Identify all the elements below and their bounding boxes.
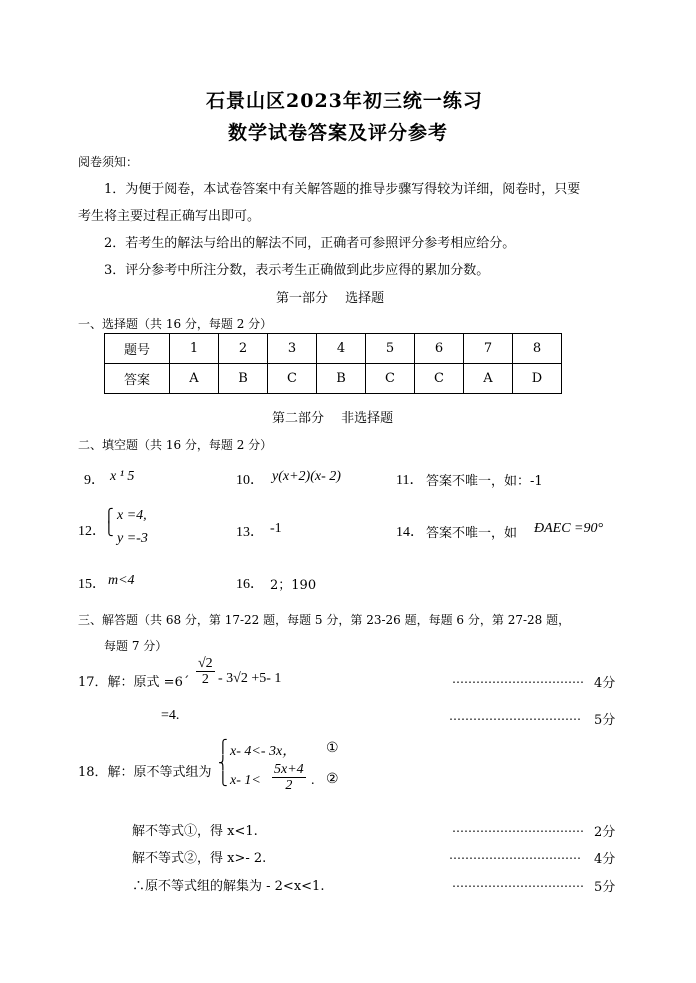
table-row <box>105 364 562 394</box>
table-cell: 6 <box>415 334 464 364</box>
part2-heading: 第二部分 非选择题 <box>272 411 394 426</box>
table-cell: C <box>415 364 464 394</box>
q18-mark-2: ② <box>326 772 339 787</box>
dot-leader: …………………………… <box>449 848 581 862</box>
table-row <box>105 334 562 364</box>
dot-leader: …………………………… <box>452 821 584 835</box>
notice-item-3: 3．评分参考中所注分数，表示考生正确做到此步应得的累加分数。 <box>104 263 490 278</box>
q18-frac-denominator: 2 <box>285 778 293 794</box>
dot-leader: …………………………… <box>449 709 581 723</box>
q18-inequality-2-left: x- 1< <box>230 773 261 788</box>
q18-inequality-1: x- 4<- 3x， <box>230 744 297 759</box>
answer-table <box>104 333 562 394</box>
q18-score-2: 4分 <box>594 852 616 867</box>
table-cell: 1 <box>170 334 219 364</box>
brace-icon: ⎧ ⎨ ⎩ <box>218 740 228 787</box>
q14-answer-math: ÐAEC =90° <box>534 521 604 536</box>
table-cell: 2 <box>219 334 268 364</box>
q18-frac-numerator: 5x+4 <box>274 762 304 777</box>
q9-number: 9． <box>84 473 105 488</box>
q17-frac-denominator: 2 <box>201 672 209 688</box>
part2-section: 二、填空题（共 16 分，每题 2 分） <box>78 438 273 452</box>
q10-number: 10． <box>236 473 264 488</box>
q14-number: 14． <box>396 525 424 540</box>
part3-section-line-2: 每题 7 分） <box>104 639 168 653</box>
part3-section-line-1: 三、解答题（共 68 分，第 17-22 题，每题 5 分，第 23-26 题，每题 6 分，第 27-28 题， <box>78 613 571 627</box>
table-cell: 7 <box>464 334 513 364</box>
q18-score-1: 2分 <box>594 825 616 840</box>
q9-answer: x ¹ 5 <box>110 469 135 484</box>
q15-number: 15． <box>78 577 106 592</box>
q18-mark-1: ① <box>326 741 339 756</box>
q17-fraction <box>196 656 215 688</box>
q18-inequality-2-fraction <box>272 762 306 794</box>
table-cell: 4 <box>317 334 366 364</box>
table-cell: A <box>170 364 219 394</box>
notice-item-1-cont: 考生将主要过程正确写出即可。 <box>78 209 261 224</box>
title-line-2: 数学试卷答案及评分参考 <box>228 122 449 144</box>
notice-item-2: 2．若考生的解法与给出的解法不同，正确者可参照评分参考相应给分。 <box>104 236 516 251</box>
table-cell: 5 <box>366 334 415 364</box>
q12-line-1: x =4, <box>117 508 147 523</box>
table-cell: A <box>464 364 513 394</box>
notice-heading: 阅卷须知： <box>78 155 139 169</box>
part1-heading: 第一部分 选择题 <box>276 291 385 306</box>
q13-number: 13． <box>236 525 264 540</box>
q13-answer: -1 <box>270 521 282 536</box>
q12-line-2: y =-3 <box>117 531 148 546</box>
table-cell: B <box>317 364 366 394</box>
q11-number: 11． <box>396 473 424 488</box>
q17-line-2: =4. <box>161 708 180 723</box>
table-cell: 3 <box>268 334 317 364</box>
dot-leader: …………………………… <box>452 876 584 890</box>
q17-score-1: 4分 <box>594 676 616 691</box>
q18-score-3: 5分 <box>594 880 616 895</box>
table-cell: D <box>513 364 562 394</box>
q12-number: 12． <box>78 524 106 539</box>
part1-section: 一、选择题（共 16 分，每题 2 分） <box>78 317 273 331</box>
dot-leader: …………………………… <box>452 672 584 686</box>
table-cell: B <box>219 364 268 394</box>
q14-answer-prefix: 答案不唯一，如 <box>426 526 518 541</box>
q17-frac-numerator: √2 <box>198 656 213 671</box>
table-cell: 8 <box>513 334 562 364</box>
q18-step-2: 解不等式②，得 x>- 2. <box>132 851 267 866</box>
brace-icon: ⎧ ⎩ <box>104 509 114 537</box>
q18-label: 18．解：原不等式组为 <box>78 765 212 780</box>
q16-number: 16． <box>236 577 264 592</box>
table-header-answer: 答案 <box>105 364 170 394</box>
q17-rest: - 3√2 +5- 1 <box>218 671 282 686</box>
q17-label: 17．解：原式 =6´ <box>78 675 190 690</box>
table-cell: C <box>366 364 415 394</box>
q17-score-2: 5分 <box>594 713 616 728</box>
q10-answer: y(x+2)(x- 2) <box>272 469 341 484</box>
title-line-1: 石景山区2023年初三统一练习 <box>206 90 483 112</box>
q11-answer: 答案不唯一，如：-1 <box>426 474 543 489</box>
q16-answer: 2；190 <box>270 578 317 593</box>
q18-step-3: ∴原不等式组的解集为 - 2<x<1. <box>132 879 325 894</box>
q15-answer: m<4 <box>108 573 135 588</box>
notice-item-1: 1．为便于阅卷，本试卷答案中有关解答题的推导步骤写得较为详细，阅卷时，只要 <box>104 182 581 197</box>
q18-inequality-2-end: . <box>311 773 315 788</box>
table-header-number: 题号 <box>105 334 170 364</box>
table-cell: C <box>268 364 317 394</box>
q18-step-1: 解不等式①，得 x<1. <box>132 824 258 839</box>
